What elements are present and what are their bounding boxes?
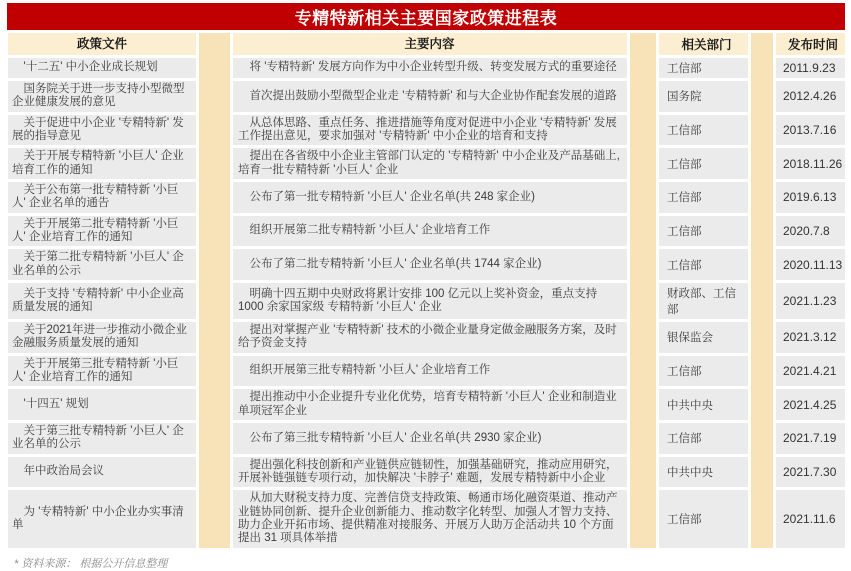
policy-cell: 关于开展第三批专精特新 '小巨人' 企业培育工作的通知 <box>8 356 196 387</box>
date-cell: 2013.7.16 <box>776 115 845 146</box>
table-row <box>8 81 845 112</box>
department-cell: 中共中央 <box>659 389 748 420</box>
department-cell: 工信部 <box>659 249 748 280</box>
table-row <box>8 115 845 146</box>
date-cell: 2018.11.26 <box>776 148 845 179</box>
department-cell: 工信部 <box>659 58 748 78</box>
source-note: * 资料来源： 根据公开信息整理 <box>14 557 168 570</box>
policy-cell: 关于开展专精特新 '小巨人' 企业培育工作的通知 <box>8 148 196 179</box>
table-row <box>8 283 845 319</box>
content-cell: 首次提出鼓励小型微型企业走 '专精特新' 和与大企业协作配套发展的道路 <box>233 81 627 112</box>
date-cell: 2021.4.25 <box>776 389 845 420</box>
table-row <box>8 356 845 387</box>
content-cell: 将 '专精特新' 发展方向作为中小企业转型升级、转变发展方式的重要途径 <box>233 58 627 78</box>
header-department: 相关部门 <box>659 33 748 55</box>
department-cell: 中共中央 <box>659 457 748 488</box>
table-row <box>8 58 845 78</box>
policy-cell: 关于2021年进一步推动小微企业金融服务质量发展的通知 <box>8 322 196 353</box>
policy-progress-page <box>0 3 851 570</box>
header-content: 主要内容 <box>233 33 627 55</box>
department-cell: 工信部 <box>659 490 748 547</box>
policy-cell: '十二五' 中小企业成长规划 <box>8 58 196 78</box>
table-row <box>8 249 845 280</box>
header-spacer <box>627 33 659 55</box>
date-cell: 2021.11.6 <box>776 490 845 547</box>
table-row <box>8 148 845 179</box>
content-cell: 组织开展第三批专精特新 '小巨人' 企业培育工作 <box>233 356 627 387</box>
policy-cell: 关于公布第一批专精特新 '小巨人' 企业名单的通告 <box>8 182 196 213</box>
department-cell: 工信部 <box>659 356 748 387</box>
date-cell: 2020.11.13 <box>776 249 845 280</box>
department-cell: 工信部 <box>659 423 748 454</box>
department-cell: 工信部 <box>659 115 748 146</box>
header-spacer <box>196 33 233 55</box>
policy-cell: 关于第三批专精特新 '小巨人' 企业名单的公示 <box>8 423 196 454</box>
date-cell: 2020.7.8 <box>776 216 845 247</box>
policy-cell: 国务院关于进一步支持小型微型企业健康发展的意见 <box>8 81 196 112</box>
header-policy: 政策文件 <box>8 33 196 55</box>
date-cell: 2019.6.13 <box>776 182 845 213</box>
content-cell: 公布了第一批专精特新 '小巨人' 企业名单(共 248 家企业) <box>233 182 627 213</box>
content-cell: 公布了第二批专精特新 '小巨人' 企业名单(共 1744 家企业) <box>233 249 627 280</box>
page-title: 专精特新相关主要国家政策进程表 <box>294 9 558 28</box>
page-title-banner <box>7 3 845 30</box>
date-cell: 2021.7.30 <box>776 457 845 488</box>
content-cell: 从总体思路、重点任务、推进措施等角度对促进中小企业 '专精特新' 发展工作提出意见，要求加强对 '专精特新' 中小企业的培育和支持 <box>233 115 627 146</box>
department-cell: 工信部 <box>659 216 748 247</box>
department-cell: 工信部 <box>659 148 748 179</box>
table-row <box>8 457 845 488</box>
table-row <box>8 216 845 247</box>
content-cell: 公布了第三批专精特新 '小巨人' 企业名单(共 2930 家企业) <box>233 423 627 454</box>
content-cell: 提出对掌握产业 '专精特新' 技术的小微企业量身定做金融服务方案，及时给予资金支持 <box>233 322 627 353</box>
content-cell: 提出在各省级中小企业主管部门认定的 '专精特新' 中小企业及产品基础上,培育一批专精特新 '小巨人' 企业 <box>233 148 627 179</box>
table-row <box>8 182 845 213</box>
policy-cell: 为 '专精特新' 中小企业办实事清单 <box>8 490 196 547</box>
department-cell: 财政部、工信部 <box>659 283 748 319</box>
date-cell: 2021.7.19 <box>776 423 845 454</box>
date-cell: 2011.9.23 <box>776 58 845 78</box>
department-cell: 银保监会 <box>659 322 748 353</box>
table-row <box>8 490 845 547</box>
content-cell: 提出推动中小企业提升专业化优势，培育专精特新 '小巨人' 企业和制造业单项冠军企业 <box>233 389 627 420</box>
header-date: 发布时间 <box>776 33 845 55</box>
content-cell: 提出强化科技创新和产业链供应链韧性，加强基础研究，推动应用研究，开展补链强链专项行动，加快解决 '卡脖子' 难题，发展专精特新中小企业 <box>233 457 627 488</box>
content-cell: 组织开展第二批专精特新 '小巨人' 企业培育工作 <box>233 216 627 247</box>
date-cell: 2021.3.12 <box>776 322 845 353</box>
table-row <box>8 389 845 420</box>
date-cell: 2021.4.21 <box>776 356 845 387</box>
policy-cell: 关于第二批专精特新 '小巨人' 企业名单的公示 <box>8 249 196 280</box>
date-cell: 2021.1.23 <box>776 283 845 319</box>
date-cell: 2012.4.26 <box>776 81 845 112</box>
department-cell: 国务院 <box>659 81 748 112</box>
policy-cell: 关于开展第二批专精特新 '小巨人' 企业培育工作的通知 <box>8 216 196 247</box>
policy-cell: 关于促进中小企业 '专精特新' 发展的指导意见 <box>8 115 196 146</box>
content-cell: 明确十四五期中央财政将累计安排 100 亿元以上奖补资金，重点支持 1000 余家国家级 专精特新 '小巨人' 企业 <box>233 283 627 319</box>
table-header-row <box>8 33 845 55</box>
table-row <box>8 423 845 454</box>
table-row <box>8 322 845 353</box>
header-spacer <box>748 33 776 55</box>
department-cell: 工信部 <box>659 182 748 213</box>
policy-table <box>8 33 845 548</box>
policy-cell: 年中政治局会议 <box>8 457 196 488</box>
policy-cell: '十四五' 规划 <box>8 389 196 420</box>
content-cell: 从加大财税支持力度、完善信贷支持政策、畅通市场化融资渠道、推动产业链协同创新、提升企业创新能力、推动数字化转型、加强人才智力支持、助力企业开拓市场、提供精准对接服务、开展万人助万企活动共 10 个方面提出 31 项具体举措 <box>233 490 627 547</box>
policy-cell: 关于支持 '专精特新' 中小企业高质量发展的通知 <box>8 283 196 319</box>
